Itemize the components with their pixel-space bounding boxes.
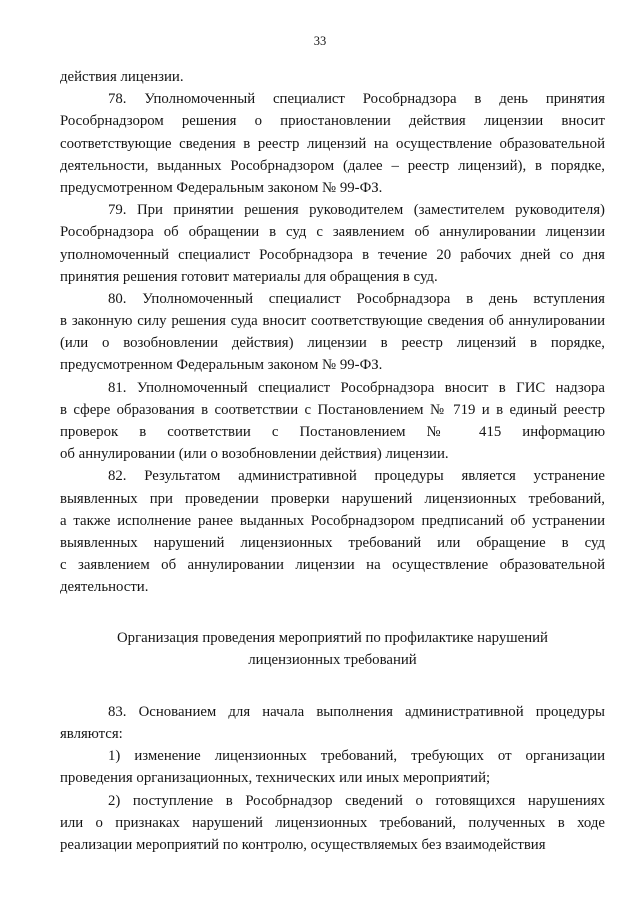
paragraph-line: уполномоченный специалист Рособрнадзора в течение 20 рабочих дней со дня bbox=[60, 246, 605, 263]
paragraph-line: в сфере образования в соответствии с Постановлением № 719 и в единый реестр bbox=[60, 401, 605, 418]
paragraph-line: 80. Уполномоченный специалист Рособрнадзора в день вступления bbox=[108, 290, 605, 307]
paragraph-line: соответствующие сведения в реестр лицензий на осуществление образовательной bbox=[60, 135, 605, 152]
paragraph-81 bbox=[60, 377, 605, 466]
paragraphs-after-heading bbox=[60, 701, 605, 856]
paragraph-line: предусмотренном Федеральным законом № 99-ФЗ. bbox=[60, 357, 383, 374]
paragraph-line: или о признаках нарушений лицензионных требований, полученных в ходе bbox=[60, 814, 605, 831]
paragraph-line: (или о возобновлении действия) лицензии в реестр лицензий в порядке, bbox=[60, 335, 605, 352]
paragraph-78 bbox=[60, 88, 605, 199]
paragraph-line: в законную силу решения суда вносит соответствующие сведения об аннулировании bbox=[60, 313, 605, 330]
paragraph-line: Рособрнадзора об обращении в суд с заявлением об аннулировании лицензии bbox=[60, 224, 605, 241]
paragraph-line: 81. Уполномоченный специалист Рособрнадзора вносит в ГИС надзора bbox=[108, 379, 605, 396]
paragraph-82 bbox=[60, 465, 605, 598]
document-body bbox=[60, 66, 605, 856]
page-number: 33 bbox=[313, 34, 327, 48]
paragraph-line: выявленных при проведении проверки нарушений лицензионных требований, bbox=[60, 490, 605, 507]
paragraph-line: 78. Уполномоченный специалист Рособрнадзора в день принятия bbox=[108, 91, 605, 108]
paragraph-line: деятельности. bbox=[60, 579, 149, 596]
paragraph-line: предусмотренном Федеральным законом № 99-ФЗ. bbox=[60, 179, 383, 196]
section-heading-line: лицензионных требований bbox=[248, 651, 417, 668]
paragraph-line: являются: bbox=[60, 726, 123, 743]
section-heading bbox=[60, 627, 605, 671]
paragraph-line: 2) поступление в Рособрнадзор сведений о готовящихся нарушениях bbox=[108, 792, 605, 809]
paragraph-line: проведения организационных, технических или иных мероприятий; bbox=[60, 770, 491, 787]
paragraph-fragment bbox=[60, 66, 605, 88]
paragraph-line: 82. Результатом административной процедуры является устранение bbox=[108, 468, 605, 485]
paragraph-line: с заявлением об аннулировании лицензии на осуществление образовательной bbox=[60, 557, 605, 574]
paragraph-83 bbox=[60, 701, 605, 745]
paragraph-line: проверок в соответствии с Постановлением № 415 информацию bbox=[60, 424, 605, 440]
paragraph-line: об аннулировании (или о возобновлении действия) лицензии. bbox=[60, 446, 449, 463]
section-heading-line: Организация проведения мероприятий по профилактике нарушений bbox=[117, 629, 548, 646]
paragraph-line: выявленных нарушений лицензионных требований или обращение в суд bbox=[60, 534, 605, 551]
paragraph-line: 83. Основанием для начала выполнения административной процедуры bbox=[108, 703, 605, 720]
paragraph-line: 1) изменение лицензионных требований, требующих от организации bbox=[108, 748, 605, 765]
paragraph-line: деятельности, выданных Рособрнадзором (далее – реестр лицензий), в порядке, bbox=[60, 157, 605, 174]
paragraph-line: действия лицензии. bbox=[60, 69, 184, 85]
paragraph-line: Рособрнадзором решения о приостановлении действия лицензии вносит bbox=[60, 113, 605, 130]
paragraph-79 bbox=[60, 199, 605, 288]
paragraphs-before-heading bbox=[60, 66, 605, 599]
paragraph-line: реализации мероприятий по контролю, осуществляемых без взаимодействия bbox=[60, 837, 546, 853]
list-item-1 bbox=[60, 745, 605, 789]
paragraph-line: а также исполнение ранее выданных Рособрнадзором предписаний об устранении bbox=[60, 512, 605, 529]
paragraph-line: 79. При принятии решения руководителем (заместителем руководителя) bbox=[108, 202, 605, 219]
paragraph-line: принятия решения готовит материалы для обращения в суд. bbox=[60, 268, 438, 285]
paragraph-80 bbox=[60, 288, 605, 377]
list-item-2 bbox=[60, 790, 605, 857]
